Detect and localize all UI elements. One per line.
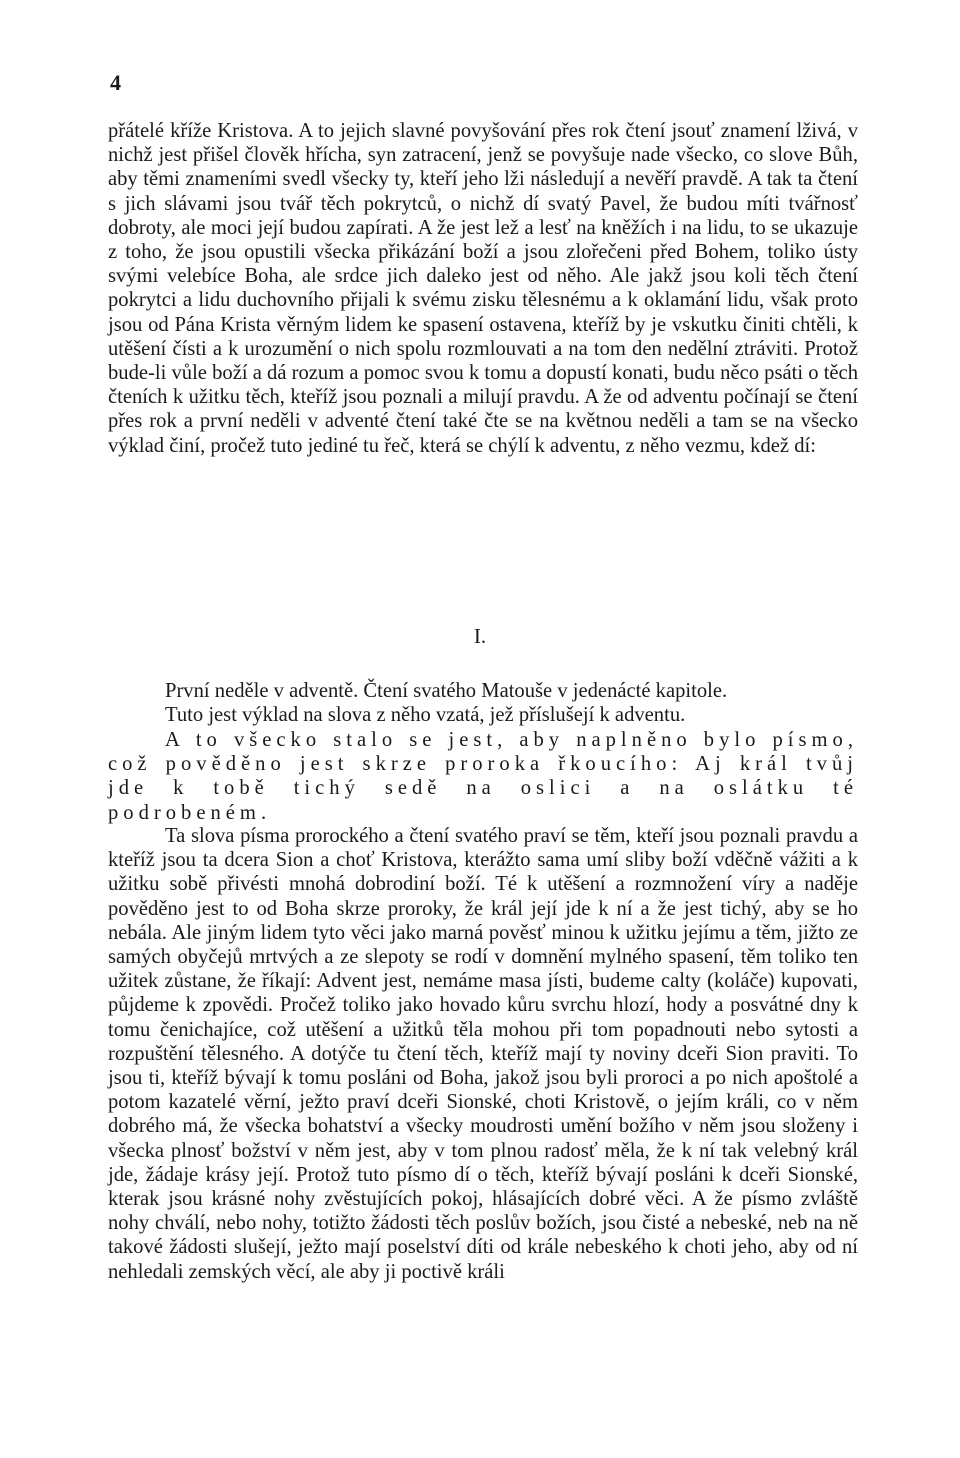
chapter-heading-line-2: Tuto jest výklad na slova z něho vzatá, jež příslušejí k adventu. (165, 704, 686, 727)
chapter-numeral: I. (473, 624, 487, 648)
intro-paragraph-block (108, 119, 858, 458)
intro-paragraph: přátelé kříže Kristova. A to jejich slavné povyšování přes rok čtení jsouť znamení lživá, v nichž jest přišel člověk hříchа, syn zatracení, jenž se povyšuje nade všecko, co slove Bůh, aby těmi znameními svedl všecky ty, kteří jeho lži následují a nevěří pravdě. A tak ta čtení s jich slávami jsou tvář těch pokrytců, o nichž dí svatý Pavel, že budou míti tvářnosť dobroty, ale moci její budou zapírati. A že jest lež a lesť na kněžích i na lidu, to se ukazuje z toho, že jsou opustili všecka přikázání boží a jsou zlořečeni před Bohem, toliko ústy svými velebíce Boha, ale srdce jich daleko jest od něho. Ale jakž jsou koli těch čtení pokrytci a lidu duchovního přijali k svému zisku tělesnému a k oklamání lidu, však proto jsou od Pána Krista věrným lidem ke spasení ostavena, kteříž by je vskutku činiti chtěli, k utěšení čísti a k urozumění o nich spolu rozmlouvati a na tom den nedělní ztráviti. Protož bude-li vůle boží a dá rozum a pomoc svou k tomu a dopustí konati, budu něco psáti o těch čteních k užitku těch, kteříž jsou poznali a milují pravdu. A že od adventu počínají se čtení přes rok a první neděli v adventé čtení také čte se na květnou neděli a tam se na všecko výklad činí, pročež tuto jediné tu řeč, která se chýlí k adventu, z něho vezmu, kdež dí: (108, 120, 858, 457)
scripture-verse: A to všecko stalo se jest, aby naplněno bylo písmo, což pověděno jest skrze proroka řkoucího: Aj král tvůj jde k tobě tichý sedě na oslici a na oslátku té podrobeném. (108, 729, 858, 824)
scripture-verse-block (108, 728, 858, 825)
chapter-heading-line-1: První neděle v adventě. Čtení svatého Matouše v jedenácté kapitole. (165, 680, 728, 702)
commentary-paragraph-block (108, 824, 858, 1284)
chapter-heading (108, 679, 858, 727)
page-number: 4 (110, 70, 121, 95)
commentary-paragraph: Ta slova písma prorockého a čtení svatého praví se těm, kteří jsou poznali pravdu a kteříž jsou ta dcera Sion a choť Kristova, kterážto sama umí sliby boží vděčně vážiti a k užitku sobě přivésti mnohá dobrodiní boží. Té k utěšení a rozmnožení víry a naděje pověděno jest to od Boha skrze proroky, že král její jde k ní a že jest tichý, aby se ho nebála. Ale jiným lidem tyto věci jako marná pověsť minou k užitku jejímu a těm, jižto ze samých obyčejů mrtvých a ze slepoty se rodí v domnění mylného spasení, těm toliko ten užitek zůstane, že říkají: Advent jest, nemáme masa jísti, budeme calty (koláče) kupovati, půjdeme k zpovědi. Pročež toliko jako hovado kůru svrchu hlozí, hody a posvátné dny k tomu čenichajíce, což utěšení a užitků těla mohou při tom popadnouti nebo sytosti a rozpuštění tělesného. A dotýče tu čtení těch, kteříž mají ty noviny dceři Sion praviti. To jsou ti, kteříž bývají k tomu posláni od Boha, jakož jsou byli proroci a po nich apoštolé a potom kazatelé věrní, ježto praví dceři Sionské, choti Kristově, o jejím králi, co v něm dobrého má, že všecka bohatství a všecky moudrosti umění božího v něm jsou složeny i všecka plnosť božství v něm jest, aby v tom plnou radosť měla, že k ní tak velebný král jde, žádaje krásy její. Protož tuto písmo dí o těch, kteříž bývají posláni k dceři Sionské, kterak jsou krásné nohy zvěstujících pokoj, hlásajících dobré věci. A že písmo zvláště nohy chválí, nebo nohy, totižto žádosti těch poslův božích, jsou čisté a nebeské, neb na ně takové žádosti slušejí, ježto mají poselství díti od krále nebeského k choti jeho, aby od ní nehledali zemských věcí, ale aby ji poctivě králi (108, 825, 858, 1283)
